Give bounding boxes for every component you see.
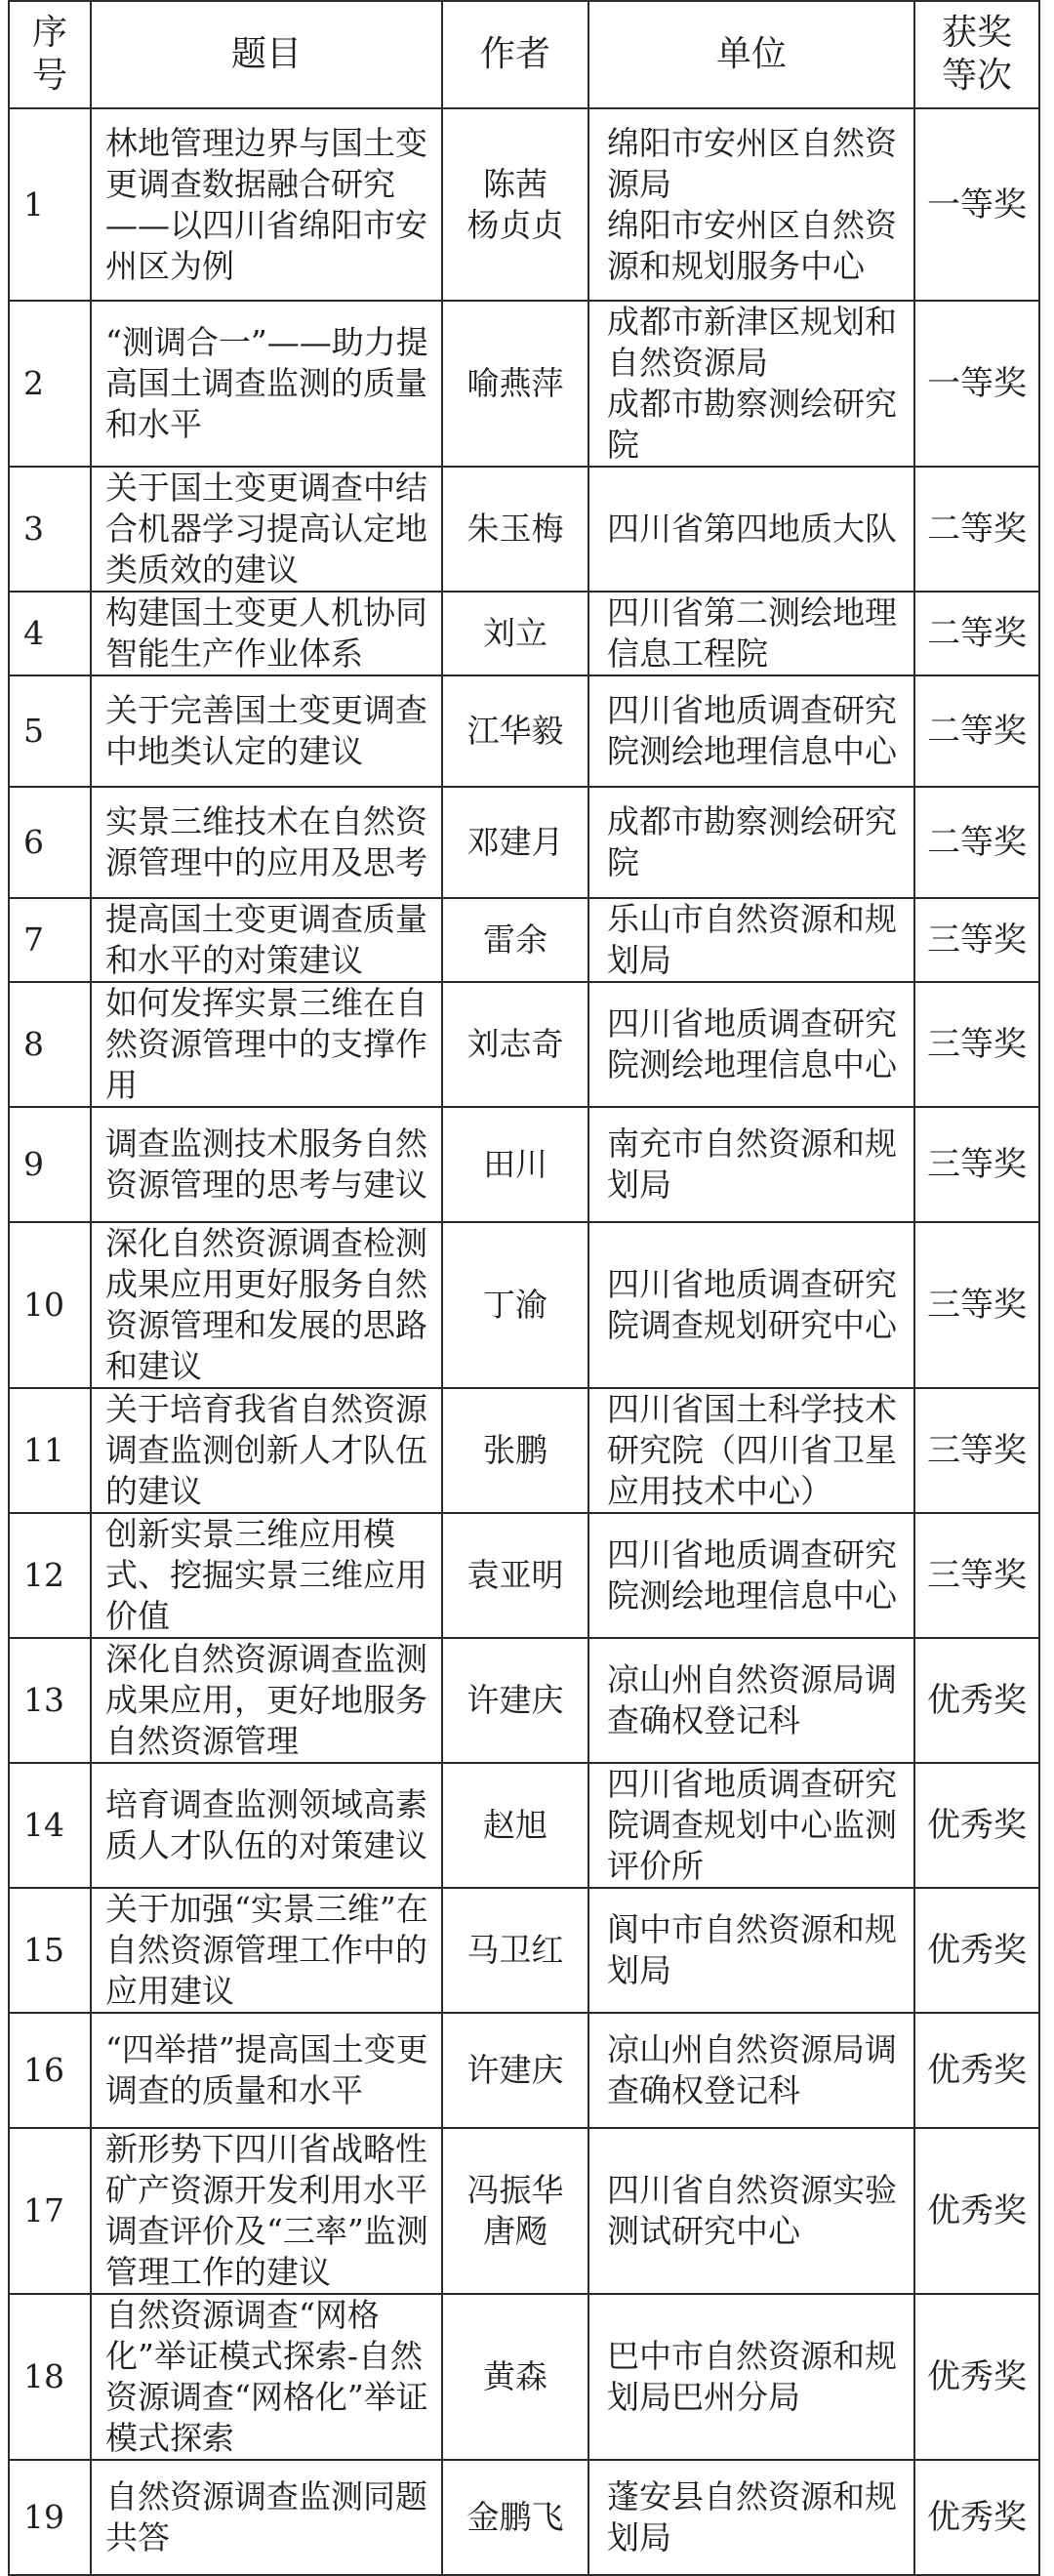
header-author: 作者 [442,1,588,108]
row-unit [588,787,914,898]
row-author-text: 许建庆 [466,1681,564,1719]
row-unit-text: 蓬安县自然资源和规划局 [607,2477,897,2556]
row-title [91,2128,442,2294]
row-title [91,1763,442,1888]
row-title-text: 新形势下四川省战略性矿产资源开发利用水平调查评价及“三率”监测管理工作的建议 [105,2130,428,2291]
row-unit-text: 四川省地质调查研究院调查规划中心监测评价所 [607,1765,897,1885]
row-title [91,787,442,898]
row-number-text: 2 [23,364,44,402]
row-number-text: 8 [23,1025,44,1063]
row-award [914,787,1039,898]
award-table [8,0,1040,2576]
row-number-text: 17 [23,2191,64,2229]
row-number [9,1222,91,1388]
row-award-text: 二等奖 [927,823,1027,862]
row-author-text: 邓建月 [466,823,564,861]
row-unit-text: 凉山州自然资源局调查确权登记科 [607,2030,897,2109]
table-row [9,1222,1039,1388]
row-title [91,2294,442,2460]
row-author-text: 金鹏飞 [466,2498,564,2536]
row-title [91,1513,442,1638]
row-number-text: 14 [23,1806,64,1844]
table-row [9,1388,1039,1513]
row-number [9,2013,91,2128]
row-number-text: 13 [23,1681,64,1719]
row-award [914,675,1039,787]
row-award [914,2128,1039,2294]
table-row [9,1888,1039,2013]
row-title [91,1638,442,1763]
row-award-text: 一等奖 [927,184,1027,225]
row-number [9,898,91,982]
row-title-text: 关于国土变更调查中结合机器学习提高认定地类质效的建议 [105,469,427,589]
row-award [914,982,1039,1107]
row-author [442,2128,588,2294]
row-award-text: 三等奖 [927,1431,1027,1470]
row-title [91,898,442,982]
row-author [442,982,588,1107]
row-unit-text: 四川省地质调查研究院测绘地理信息中心 [607,691,897,770]
row-title-text: “四举措”提高国土变更调查的质量和水平 [105,2030,428,2109]
table-row [9,2128,1039,2294]
row-unit-text: 绵阳市安州区自然资源和规划服务中心 [607,205,897,285]
row-title-text: 培育调查监测领域高素质人才队伍的对策建议 [105,1785,427,1864]
row-award-text: 三等奖 [927,1556,1027,1595]
row-award-text: 二等奖 [927,510,1027,549]
row-award [914,592,1039,675]
row-unit [588,2128,914,2294]
row-author-text: 张鹏 [483,1431,547,1469]
row-unit-text: 四川省地质调查研究院测绘地理信息中心 [607,1004,897,1084]
header-title: 题目 [91,1,442,108]
row-award-text: 三等奖 [927,1286,1027,1325]
table-row [9,592,1039,675]
row-number [9,787,91,898]
table-row [9,108,1039,301]
row-title-text: 深化自然资源调查检测成果应用更好服务自然资源管理和发展的思路和建议 [105,1224,427,1385]
row-number [9,301,91,467]
row-unit-text: 四川省第二测绘地理信息工程院 [607,593,897,673]
row-unit [588,2460,914,2575]
row-author [442,592,588,675]
row-title-text: 调查监测技术服务自然资源管理的思考与建议 [105,1124,427,1204]
row-unit-text: 四川省第四地质大队 [607,510,897,548]
table-row [9,675,1039,787]
row-number [9,1388,91,1513]
row-title [91,1222,442,1388]
row-number [9,675,91,787]
row-author [442,1638,588,1763]
row-award [914,1513,1039,1638]
row-author [442,2013,588,2128]
table-row [9,1763,1039,1888]
row-title [91,467,442,592]
row-title [91,675,442,787]
table-row [9,2460,1039,2575]
row-unit-text: 成都市勘察测绘研究院 [607,802,897,881]
row-unit [588,1388,914,1513]
row-unit [588,2294,914,2460]
table-row [9,898,1039,982]
row-number [9,1638,91,1763]
row-unit [588,1222,914,1388]
row-award-text: 优秀奖 [927,1806,1027,1845]
row-unit [588,675,914,787]
table-row [9,982,1039,1107]
row-unit-text: 四川省地质调查研究院测绘地理信息中心 [607,1535,897,1615]
row-author [442,1222,588,1388]
row-title-text: 创新实景三维应用模式、挖掘实景三维应用价值 [105,1515,427,1635]
row-title-text: 林地管理边界与国土变更调查数据融合研究——以四川省绵阳市安州区为例 [105,123,427,285]
row-number-text: 19 [23,2498,64,2536]
row-author [442,108,588,301]
row-award [914,2013,1039,2128]
row-number [9,108,91,301]
row-unit-text: 成都市勘察测绘研究院 [607,385,897,464]
award-list-document [8,0,1038,2576]
row-unit [588,1513,914,1638]
row-unit-text: 四川省地质调查研究院调查规划研究中心 [607,1265,897,1344]
row-award [914,1388,1039,1513]
row-award [914,108,1039,301]
row-author [442,1388,588,1513]
row-author [442,1888,588,2013]
row-award [914,301,1039,467]
row-award-text: 三等奖 [927,1025,1027,1064]
row-award-text: 三等奖 [927,920,1027,960]
table-row [9,301,1039,467]
row-number-text: 6 [23,823,44,861]
table-row [9,1638,1039,1763]
row-number-text: 3 [23,510,44,548]
row-number [9,467,91,592]
row-unit [588,467,914,592]
row-unit-text: 四川省自然资源实验测试研究中心 [607,2171,897,2250]
row-unit-text: 成都市新津区规划和自然资源局 [607,303,897,382]
row-author [442,675,588,787]
row-title-text: 提高国土变更调查质量和水平的对策建议 [105,900,427,979]
row-title [91,301,442,467]
row-unit-text: 绵阳市安州区自然资源局 [607,123,897,203]
row-unit-text: 四川省国土科学技术研究院（四川省卫星应用技术中心） [607,1390,897,1510]
row-author [442,467,588,592]
row-title [91,982,442,1107]
row-number [9,1763,91,1888]
row-author [442,301,588,467]
row-number-text: 1 [23,184,44,224]
row-unit [588,301,914,467]
row-number [9,1513,91,1638]
row-title [91,108,442,301]
row-number [9,2460,91,2575]
row-number-text: 7 [23,920,44,959]
table-row [9,1107,1039,1222]
row-award [914,2294,1039,2460]
row-author-text: 江华毅 [466,712,564,750]
row-number-text: 4 [23,614,44,652]
row-author-text: 唐飏 [483,2212,547,2250]
row-award [914,467,1039,592]
row-author [442,1107,588,1222]
row-author-text: 朱玉梅 [466,510,564,548]
row-author-text: 杨贞贞 [466,205,564,244]
row-unit-text: 凉山州自然资源局调查确权登记科 [607,1660,897,1739]
row-award [914,1107,1039,1222]
row-author [442,898,588,982]
header-row [9,1,1039,108]
header-unit: 单位 [588,1,914,108]
row-author [442,787,588,898]
row-title-text: “测调合一”——助力提高国土调查监测的质量和水平 [105,323,428,443]
row-unit [588,1107,914,1222]
table-row [9,2013,1039,2128]
row-award-text: 二等奖 [927,712,1027,751]
row-number [9,2294,91,2460]
row-unit [588,1638,914,1763]
row-title [91,2013,442,2128]
row-award [914,1638,1039,1763]
row-number [9,592,91,675]
row-award-text: 优秀奖 [927,1681,1027,1720]
row-title-text: 构建国土变更人机协同智能生产作业体系 [105,593,427,673]
row-title-text: 深化自然资源调查监测成果应用，更好地服务自然资源管理 [105,1640,427,1760]
row-award [914,1888,1039,2013]
row-title-text: 如何发挥实景三维在自然资源管理中的支撑作用 [105,984,427,1104]
row-number-text: 12 [23,1556,64,1594]
row-unit-text: 巴中市自然资源和规划局巴州分局 [607,2337,897,2416]
header-award: 获奖等次 [914,1,1039,108]
row-number-text: 16 [23,2051,64,2089]
row-title-text: 自然资源调查监测同题共答 [105,2477,427,2556]
row-title-text: 实景三维技术在自然资源管理中的应用及思考 [105,802,427,881]
row-author-text: 田川 [483,1145,547,1183]
row-award-text: 优秀奖 [927,2498,1027,2537]
row-unit [588,2013,914,2128]
row-title-text: 自然资源调查“网格化”举证模式探索-自然资源调查“网格化”举证模式探索 [105,2296,428,2457]
row-number [9,1107,91,1222]
row-award-text: 三等奖 [927,1145,1027,1184]
row-author-text: 袁亚明 [466,1556,564,1594]
row-award-text: 优秀奖 [927,1931,1027,1970]
table-row [9,467,1039,592]
row-unit [588,898,914,982]
row-author-text: 许建庆 [466,2051,564,2089]
header-num: 序号 [9,1,91,108]
row-author-text: 丁渝 [483,1286,547,1324]
row-unit [588,592,914,675]
row-unit-text: 南充市自然资源和规划局 [607,1124,897,1204]
row-award-text: 优秀奖 [927,2357,1027,2396]
row-author-text: 冯振华 [466,2171,564,2209]
row-award-text: 二等奖 [927,614,1027,653]
row-unit [588,1888,914,2013]
table-row [9,2294,1039,2460]
row-title [91,1107,442,1222]
row-number [9,2128,91,2294]
row-unit [588,108,914,301]
row-author-text: 赵旭 [483,1806,547,1844]
row-number-text: 9 [23,1145,44,1183]
row-unit-text: 阆中市自然资源和规划局 [607,1910,897,1989]
row-number-text: 18 [23,2357,64,2395]
row-number-text: 15 [23,1931,64,1969]
row-author [442,1513,588,1638]
row-number-text: 10 [23,1286,64,1324]
row-title [91,1888,442,2013]
row-author-text: 马卫红 [466,1931,564,1969]
row-award-text: 一等奖 [927,364,1027,403]
row-number [9,982,91,1107]
row-award [914,898,1039,982]
row-author-text: 黄森 [483,2357,547,2395]
row-author [442,2460,588,2575]
row-author-text: 刘立 [483,614,547,652]
row-author-text: 陈茜 [483,164,547,203]
row-author-text: 喻燕萍 [466,364,564,402]
row-number [9,1888,91,2013]
row-number-text: 5 [23,712,44,750]
row-unit [588,1763,914,1888]
row-title [91,1388,442,1513]
table-row [9,1513,1039,1638]
row-award-text: 优秀奖 [927,2191,1027,2230]
row-title-text: 关于加强“实景三维”在自然资源管理工作中的应用建议 [105,1890,428,2010]
row-unit [588,982,914,1107]
table-row [9,787,1039,898]
row-author-text: 刘志奇 [466,1025,564,1063]
row-title-text: 关于培育我省自然资源调查监测创新人才队伍的建议 [105,1390,427,1510]
row-title [91,592,442,675]
row-title-text: 关于完善国土变更调查中地类认定的建议 [105,691,427,770]
row-award-text: 优秀奖 [927,2051,1027,2090]
row-unit-text: 乐山市自然资源和规划局 [607,900,897,979]
row-author [442,2294,588,2460]
row-author-text: 雷余 [483,920,547,959]
row-award [914,1222,1039,1388]
row-number-text: 11 [23,1431,64,1469]
row-author [442,1763,588,1888]
row-title [91,2460,442,2575]
row-award [914,2460,1039,2575]
row-award [914,1763,1039,1888]
